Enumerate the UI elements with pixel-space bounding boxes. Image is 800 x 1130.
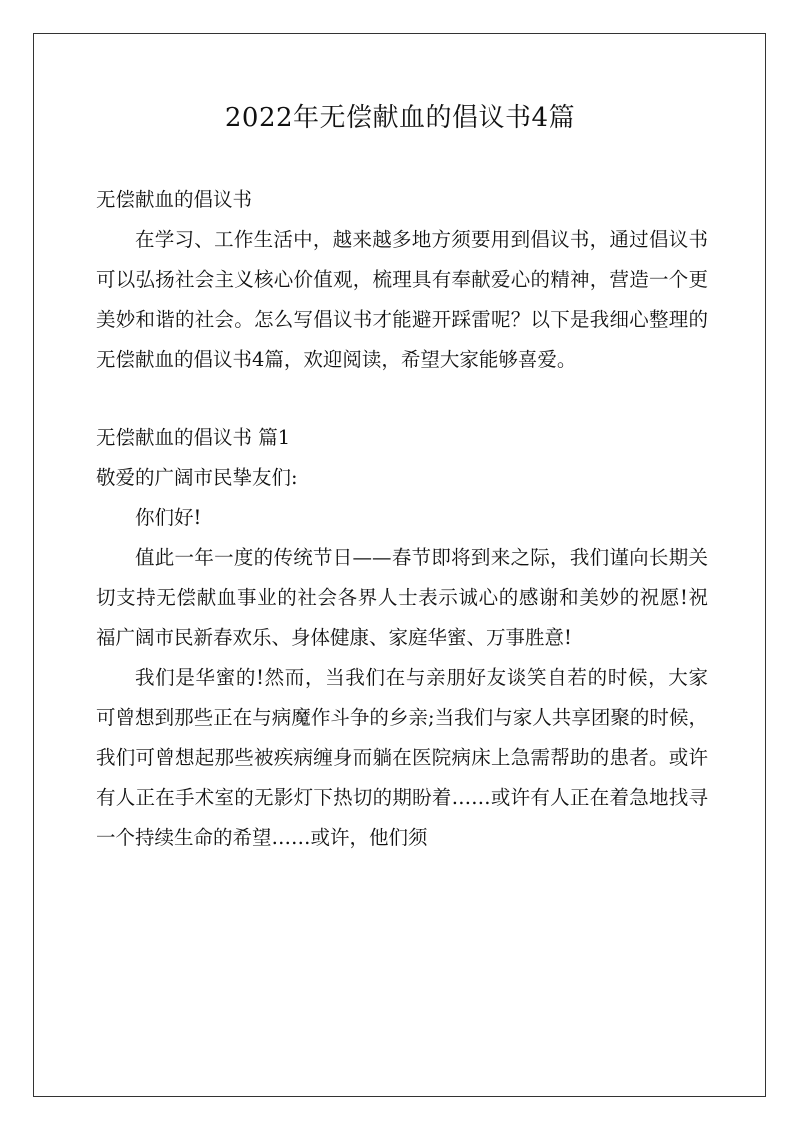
intro-heading: 无偿献血的倡议书	[96, 188, 253, 211]
document-title: 2022年无偿献血的倡议书4篇	[224, 103, 576, 133]
document-body	[96, 180, 708, 858]
salutation: 敬爱的广阔市民挚友们:	[96, 466, 298, 489]
body-paragraph-1: 值此一年一度的传统节日——春节即将到来之际，我们谨向长期关切支持无偿献血事业的社会各界人士表示诚心的感谢和美妙的祝愿!祝福广阔市民新春欢乐、身体健康、家庭华蜜、万事胜意!	[96, 546, 708, 649]
greeting: 你们好!	[135, 506, 202, 529]
intro-paragraph: 在学习、工作生活中，越来越多地方须要用到倡议书，通过倡议书可以弘扬社会主义核心价值观，梳理具有奉献爱心的精神，营造一个更美妙和谐的社会。怎么写倡议书才能避开踩雷呢？以下是我细心整理的无偿献血的倡议书4篇，欢迎阅读，希望大家能够喜爱。	[96, 228, 708, 371]
section-spacer	[96, 380, 708, 418]
body-paragraph-2: 我们是华蜜的!然而，当我们在与亲朋好友谈笑自若的时候，大家可曾想到那些正在与病魔作斗争的乡亲;当我们与家人共享团聚的时候，我们可曾想起那些被疾病缠身而躺在医院病床上急需帮助的患者。或许有人正在手术室的无影灯下热切的期盼着……或许有人正在着急地找寻一个持续生命的希望……或许，他们须	[96, 666, 708, 849]
section-heading: 无偿献血的倡议书 篇1	[96, 426, 291, 449]
